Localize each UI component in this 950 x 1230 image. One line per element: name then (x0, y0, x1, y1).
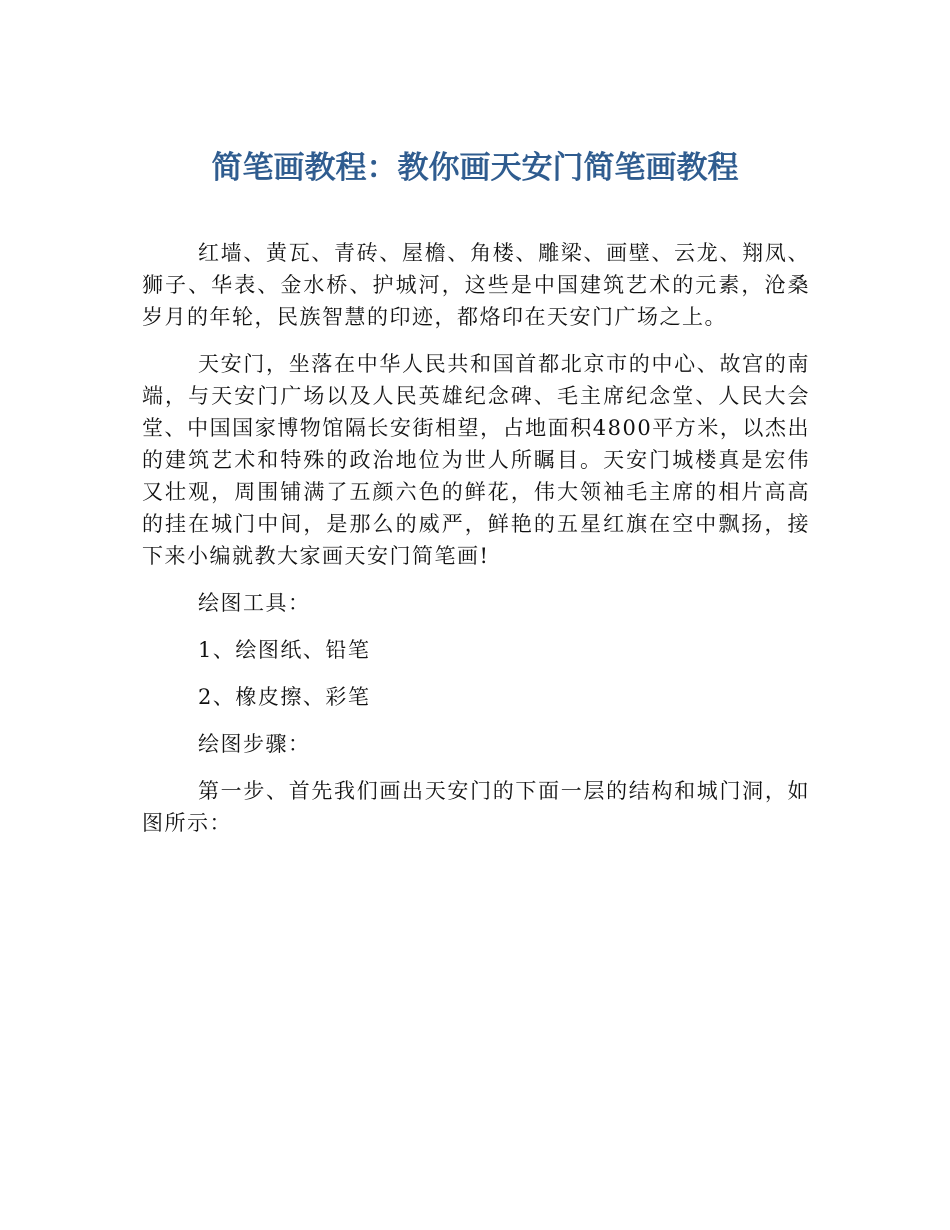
document-body (142, 237, 810, 854)
document-title: 简笔画教程：教你画天安门简笔画教程 (211, 150, 739, 186)
paragraph-tool-2: 2、橡皮擦、彩笔 (198, 685, 371, 709)
paragraph-intro: 红墙、黄瓦、青砖、屋檐、角楼、雕梁、画壁、云龙、翔凤、狮子、华表、金水桥、护城河，这些是中国建筑艺术的元素，沧桑岁月的年轮，民族智慧的印迹，都烙印在天安门广场之上。 (142, 241, 810, 329)
paragraph-tools-heading: 绘图工具： (198, 591, 311, 615)
paragraph-tool-1: 1、绘图纸、铅笔 (198, 638, 371, 662)
paragraph-steps-heading: 绘图步骤： (198, 732, 311, 756)
paragraph-description: 天安门，坐落在中华人民共和国首都北京市的中心、故宫的南端，与天安门广场以及人民英雄纪念碑、毛主席纪念堂、人民大会堂、中国国家博物馆隔长安街相望，占地面积4800平方米，以杰出的建筑艺术和特殊的政治地位为世人所瞩目。天安门城楼真是宏伟又壮观，周围铺满了五颜六色的鲜花，伟大领袖毛主席的相片高高的挂在城门中间，是那么的威严，鲜艳的五星红旗在空中飘扬，接下来小编就教大家画天安门简笔画! (142, 352, 810, 568)
paragraph-step-1: 第一步、首先我们画出天安门的下面一层的结构和城门洞，如图所示： (142, 779, 810, 835)
